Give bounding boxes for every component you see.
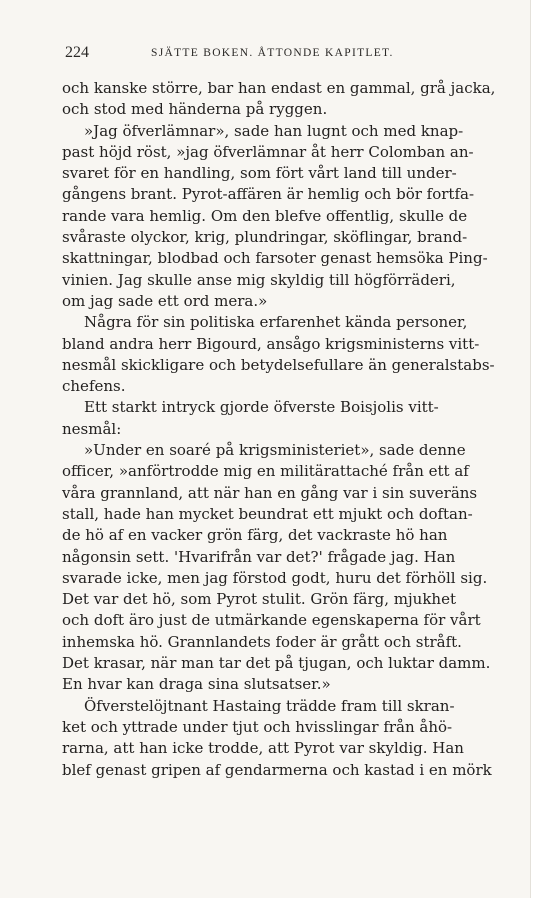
text-line: svarade icke, men jag förstod godt, huru det förhöll sig. xyxy=(62,568,488,587)
text-line: ket och yttrade under tjut och hvisslingar från åhö- xyxy=(62,717,453,736)
text-line: Det var det hö, som Pyrot stulit. Grön färg, mjukhet xyxy=(62,590,456,609)
text-line: någonsin sett. 'Hvarifrån var det?' frågade jag. Han xyxy=(62,547,456,566)
text-line: Ett starkt intryck gjorde öfverste Boisjolis vitt- xyxy=(84,398,439,417)
text-line: våra grannland, att när han en gång var i sin suveräns xyxy=(62,483,478,502)
text-line: vinien. Jag skulle anse mig skyldig till högförräderi, xyxy=(62,270,456,289)
text-line: blef genast gripen af gendarmerna och kastad i en mörk xyxy=(62,760,492,779)
text-line: rande vara hemlig. Om den blefve offentlig, skulle de xyxy=(62,206,468,225)
body-text xyxy=(62,78,512,781)
text-line: svaret för en handling, som fört vårt land till under- xyxy=(62,164,457,183)
text-line: officer, »anförtrodde mig en militärattaché från ett af xyxy=(62,462,469,481)
text-line: rarna, att han icke trodde, att Pyrot var skyldig. Han xyxy=(62,739,464,758)
text-line: »Jag öfverlämnar», sade han lugnt och med knap- xyxy=(84,121,464,140)
text-line: Det krasar, när man tar det på tjugan, och luktar damm. xyxy=(62,654,491,673)
text-line: och doft äro just de utmärkande egenskaperna för vårt xyxy=(62,611,481,630)
text-line: och kanske större, bar han endast en gammal, grå jacka, xyxy=(62,79,496,97)
running-title: SJÄTTE BOKEN. ÅTTONDE KAPITLET. xyxy=(151,47,394,59)
text-line: Öfverstelöjtnant Hastaing trädde fram till skran- xyxy=(84,696,455,715)
text-line: Några för sin politiska erfarenhet kända personer, xyxy=(84,313,468,332)
text-line: och stod med händerna på ryggen. xyxy=(62,100,328,119)
text-line: svåraste olyckor, krig, plundringar, sköflingar, brand- xyxy=(62,228,468,247)
text-line: skattningar, blodbad och farsoter genast hemsöka Ping- xyxy=(62,249,488,268)
page-edge xyxy=(530,0,560,898)
text-line: nesmål: xyxy=(62,419,122,438)
text-line: En hvar kan draga sina slutsatser.» xyxy=(62,675,331,694)
text-line: stall, hade han mycket beundrat ett mjukt och doftan- xyxy=(62,504,473,523)
text-line: inhemska hö. Grannlandets foder är grått och stråft. xyxy=(62,632,462,651)
text-line: gångens brant. Pyrot-affären är hemlig och bör fortfa- xyxy=(62,185,475,204)
text-line: om jag sade ett ord mera.» xyxy=(62,291,268,310)
text-line: de hö af en vacker grön färg, det vackraste hö han xyxy=(62,526,448,545)
text-line: »Under en soaré på krigsministeriet», sade denne xyxy=(84,441,466,460)
text-line: nesmål skickligare och betydelsefullare än generalstabs- xyxy=(62,355,495,374)
text-line: bland andra herr Bigourd, ansågo krigsministerns vitt- xyxy=(62,334,480,353)
page-number: 224 xyxy=(65,44,89,61)
running-head xyxy=(65,44,510,64)
text-line: chefens. xyxy=(62,377,126,396)
text-line: past höjd röst, »jag öfverlämnar åt herr Colomban an- xyxy=(62,142,474,161)
